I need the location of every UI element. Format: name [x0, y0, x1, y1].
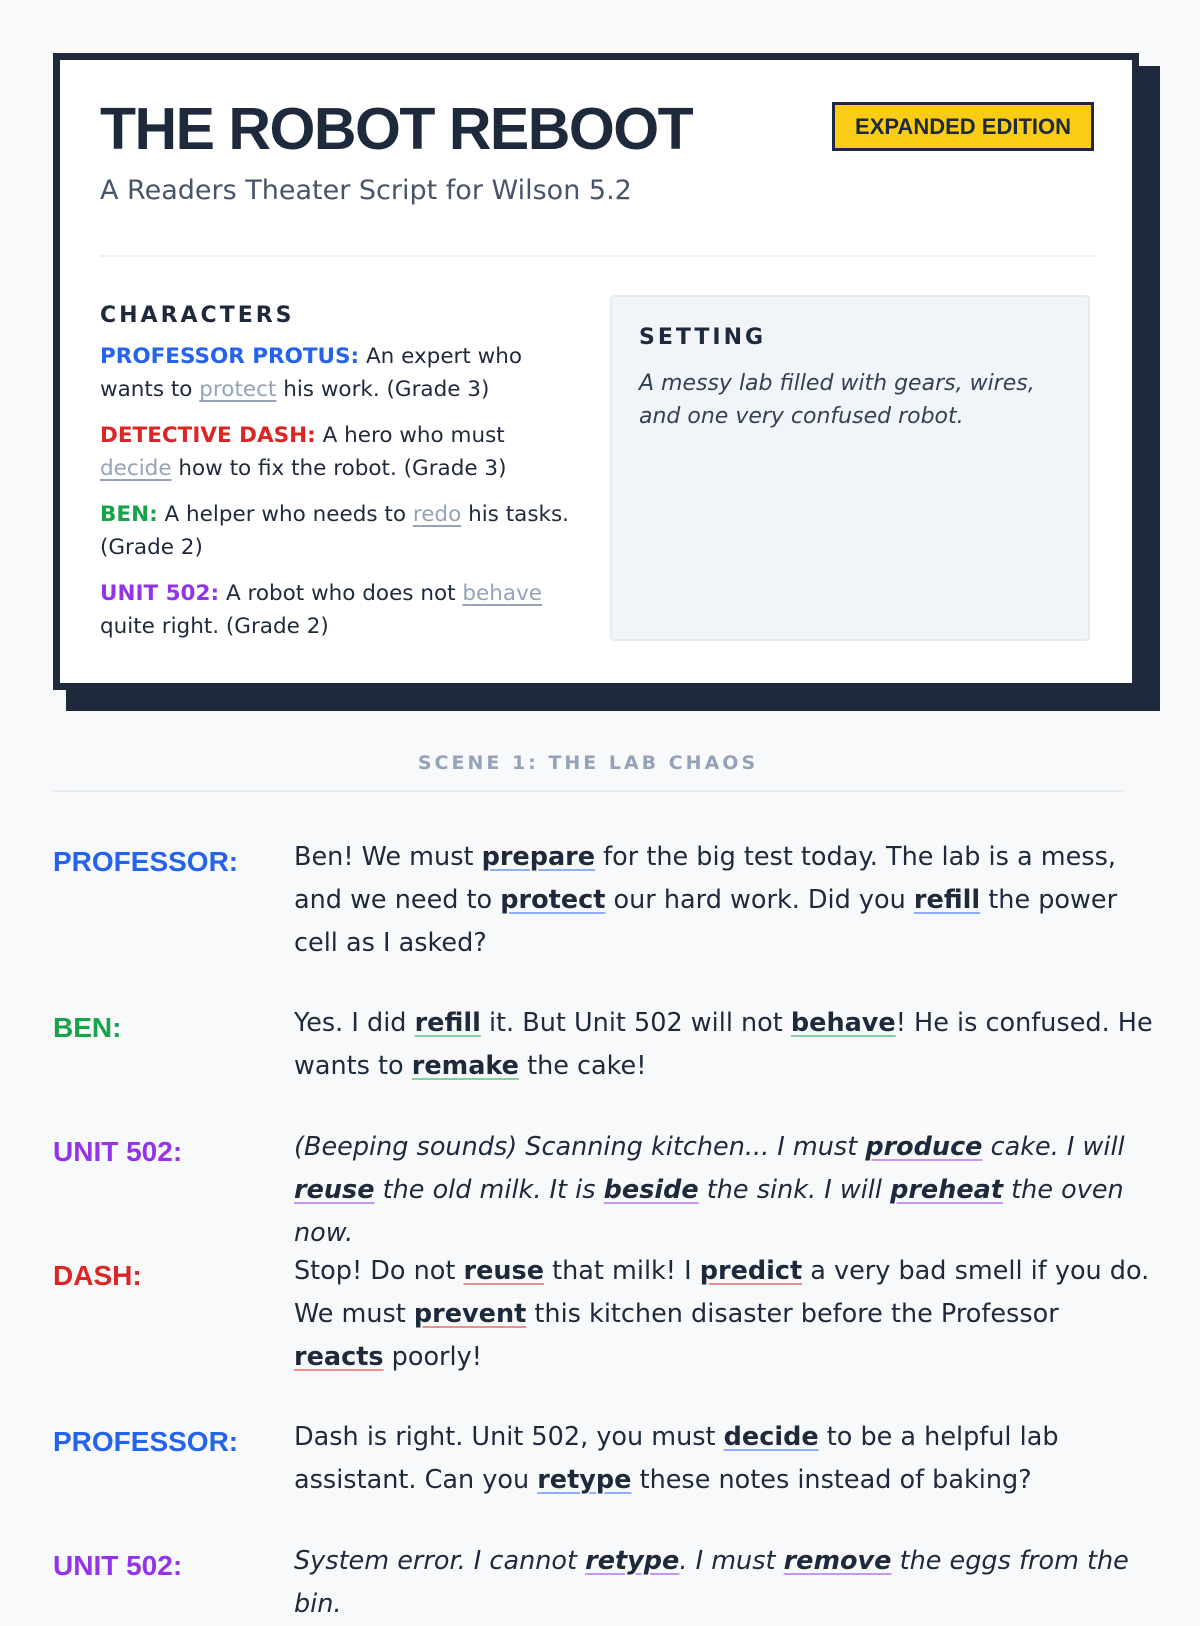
character-desc: A robot who does not — [225, 581, 456, 606]
line-text: the sink. I will — [706, 1175, 882, 1205]
line-text: for the big test today. The lab is a mess, and we need to — [294, 842, 1116, 915]
character-desc: his tasks. (Grade 2) — [100, 502, 570, 560]
vocab-word: retype — [585, 1546, 680, 1576]
line-text: the power cell as I asked? — [294, 885, 1118, 958]
vocab-word: behave — [790, 1008, 896, 1038]
line-text: the eggs from the bin. — [294, 1546, 1129, 1619]
line-text: to be a helpful lab assistant. Can you — [294, 1422, 1059, 1495]
character-desc: An expert who wants to — [100, 344, 523, 402]
line-text: a very bad smell if you do. We must — [294, 1256, 1150, 1329]
script-title: THE ROBOT REBOOT — [100, 96, 693, 162]
line-text: the oven now. — [294, 1175, 1124, 1248]
vocab-word: protect — [199, 377, 277, 402]
vocab-word: refill — [414, 1008, 481, 1038]
line-text: . I must — [679, 1546, 776, 1576]
line-text: Stop! Do not — [294, 1256, 456, 1286]
vocab-word: remake — [411, 1051, 519, 1081]
character-name: BEN: — [100, 502, 158, 527]
line-text: System error. I cannot — [294, 1546, 578, 1576]
vocab-word: reuse — [294, 1175, 375, 1205]
character-name: UNIT 502: — [100, 581, 220, 606]
line-text: these notes instead of baking? — [639, 1465, 1032, 1495]
dialogue-text — [294, 1416, 1154, 1502]
line-text: our hard work. Did you — [613, 885, 906, 915]
character-dash — [100, 419, 580, 485]
speaker-label: PROFESSOR: — [53, 846, 239, 877]
vocab-word: prevent — [413, 1299, 527, 1329]
line-text: Ben! We must — [294, 842, 474, 872]
line-text: cake. I will — [990, 1132, 1125, 1162]
vocab-word: predict — [699, 1256, 803, 1286]
speaker-label: UNIT 502: — [53, 1550, 183, 1581]
title-card — [53, 53, 1139, 690]
dialogue-text — [294, 1250, 1154, 1379]
character-unit — [100, 577, 580, 643]
speaker-label: UNIT 502: — [53, 1136, 183, 1167]
character-desc: quite right. (Grade 2) — [100, 614, 329, 639]
vocab-word: decide — [100, 456, 172, 481]
edition-badge: EXPANDED EDITION — [832, 102, 1094, 151]
speaker-label: DASH: — [53, 1260, 142, 1291]
line-text: ! He is confused. He wants to — [294, 1008, 1153, 1081]
vocab-word: refill — [913, 885, 981, 915]
vocab-word: beside — [603, 1175, 699, 1205]
character-desc: A helper who needs to — [164, 502, 406, 527]
character-desc: his work. (Grade 3) — [283, 377, 490, 402]
character-name: PROFESSOR PROTUS: — [100, 344, 360, 369]
vocab-word: redo — [412, 502, 462, 527]
dialogue-text — [294, 836, 1154, 965]
line-text: Dash is right. Unit 502, you must — [294, 1422, 716, 1452]
vocab-word: produce — [865, 1132, 983, 1162]
scene-divider — [53, 790, 1123, 792]
character-professor — [100, 340, 580, 406]
setting-box — [610, 295, 1090, 641]
line-text: Yes. I did — [294, 1008, 407, 1038]
vocab-word: preheat — [890, 1175, 1004, 1205]
line-text: that milk! I — [552, 1256, 692, 1286]
vocab-word: protect — [500, 885, 606, 915]
speaker-label: BEN: — [53, 1012, 122, 1043]
vocab-word: reuse — [463, 1256, 545, 1286]
vocab-word: behave — [462, 581, 543, 606]
vocab-word: retype — [537, 1465, 632, 1495]
header-divider — [100, 255, 1094, 257]
line-text: it. But Unit 502 will not — [488, 1008, 783, 1038]
vocab-word: reacts — [294, 1342, 384, 1372]
vocab-word: prepare — [481, 842, 596, 872]
dialogue-text — [294, 1540, 1154, 1626]
vocab-word: decide — [723, 1422, 819, 1452]
setting-text: A messy lab filled with gears, wires, and one very confused robot. — [639, 371, 1035, 429]
line-text: the cake! — [527, 1051, 647, 1081]
script-subtitle: A Readers Theater Script for Wilson 5.2 — [100, 175, 632, 206]
scene-heading: SCENE 1: THE LAB CHAOS — [417, 752, 759, 774]
line-text: the old milk. It is — [382, 1175, 596, 1205]
character-ben — [100, 498, 580, 564]
dialogue-text — [294, 1126, 1154, 1255]
line-text: (Beeping sounds) Scanning kitchen... I must — [294, 1132, 858, 1162]
characters-list — [100, 340, 580, 656]
character-desc: how to fix the robot. (Grade 3) — [178, 456, 507, 481]
line-text: this kitchen disaster before the Professor — [534, 1299, 1059, 1329]
vocab-word: remove — [783, 1546, 892, 1576]
line-text: poorly! — [391, 1342, 482, 1372]
character-desc: A hero who must — [322, 423, 505, 448]
speaker-label: PROFESSOR: — [53, 1426, 239, 1457]
dialogue-text — [294, 1002, 1154, 1088]
characters-heading: CHARACTERS — [100, 303, 295, 328]
setting-heading: SETTING — [639, 325, 767, 350]
character-name: DETECTIVE DASH: — [100, 423, 316, 448]
